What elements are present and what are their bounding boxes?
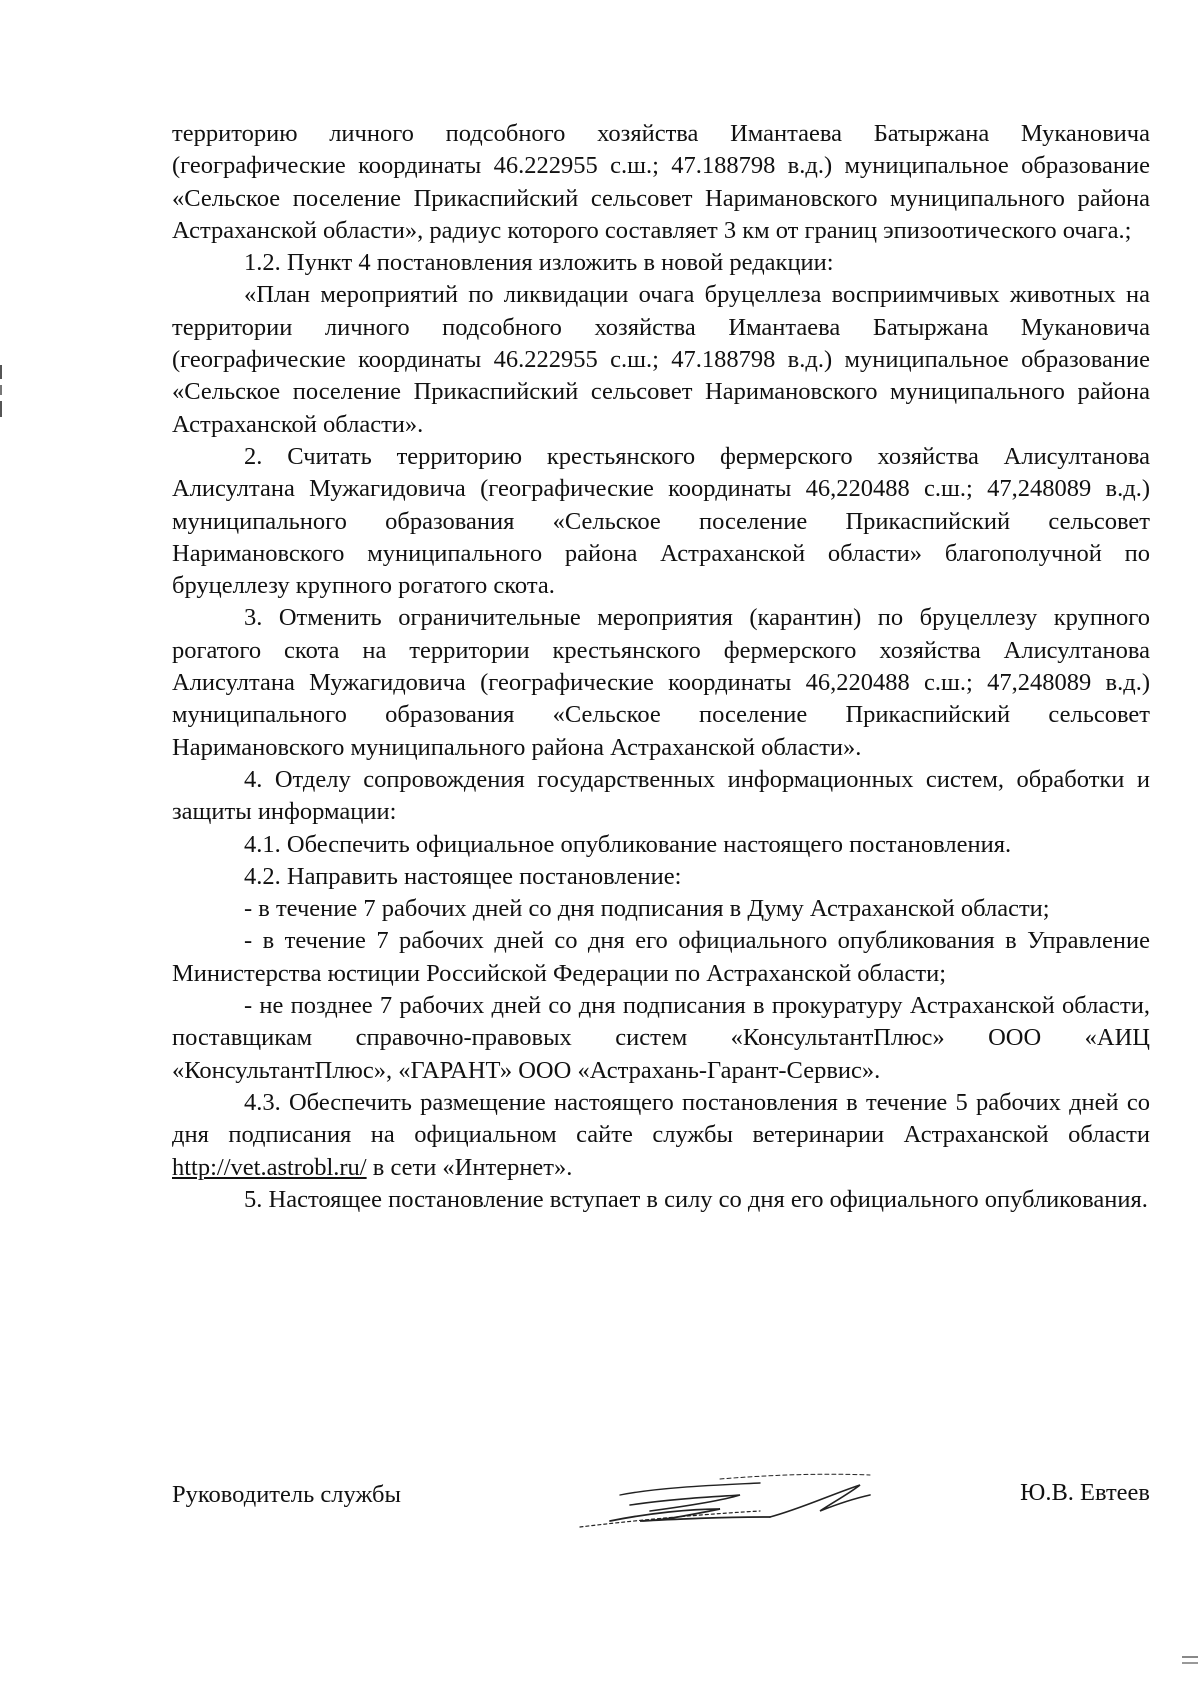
paragraph-2: 2. Считать территорию крестьянского фермерского хозяйства Алисултанова Алисултана Мужагидовича (географические координаты 46,220488 с.ш.; 47,248089 в.д.) муниципального образования «Сельское поселение Прикаспийский сельсовет Наримановского муниципального района Астраханской области» благополучной по бруцеллезу крупного рогатого скота. <box>172 442 1150 600</box>
paragraph-4-1: 4.1. Обеспечить официальное опубликование настоящего постановления. <box>244 830 1012 858</box>
website-link[interactable]: http://vet.astrobl.ru/ <box>172 1153 367 1181</box>
paragraph-plan-quote: «План мероприятий по ликвидации очага бруцеллеза восприимчивых животных на территории личного подсобного хозяйства Имантаева Батыржана Мукановича (географические координаты 46.222955 с.ш.; 47.188798 в.д.) муниципальное образование «Сельское поселение Прикаспийский сельсовет Наримановского муниципального района Астраханской области». <box>172 281 1150 438</box>
paragraph-1-2: 1.2. Пункт 4 постановления изложить в новой редакции: <box>244 249 834 277</box>
bullet-ministry-justice: - в течение 7 рабочих дней со дня его официального опубликования в Управление Министерства юстиции Российской Федерации по Астраханской области; <box>172 927 1150 987</box>
signature-block <box>172 1465 1150 1535</box>
scan-corner-mark <box>1178 1654 1200 1668</box>
paragraph-4-3-text: 4.3. Обеспечить размещение настоящего постановления в течение 5 рабочих дней со дня подписания на официальном сайте службы ветеринарии Астраханской области <box>172 1088 1150 1149</box>
document-body <box>172 118 1150 1216</box>
paragraph-4-3-tail: в сети «Интернет». <box>366 1153 573 1181</box>
signatory-name: Ю.В. Евтеев <box>1020 1479 1150 1506</box>
paragraph-territory-continuation: территорию личного подсобного хозяйства Имантаева Батыржана Мукановича (географические координаты 46.222955 с.ш.; 47.188798 в.д.) муниципальное образование «Сельское поселение Прикаспийский сельсовет Наримановского муниципального района Астраханской области», радиус которого составляет 3 км от границ эпизоотического очага.; <box>172 120 1150 244</box>
scan-edge-mark <box>0 365 3 425</box>
bullet-prosecutor: - не позднее 7 рабочих дней со дня подписания в прокуратуру Астраханской области, поставщикам справочно-правовых систем «КонсультантПлюс» ООО «АИЦ «КонсультантПлюс», «ГАРАНТ» ООО «Астрахань-Гарант-Сервис». <box>172 992 1150 1084</box>
paragraph-4-3 <box>172 1087 1150 1184</box>
paragraph-4-2: 4.2. Направить настоящее постановление: <box>244 862 682 890</box>
bullet-duma: - в течение 7 рабочих дней со дня подписания в Думу Астраханской области; <box>244 895 1050 923</box>
handwritten-signature <box>570 1465 886 1541</box>
signatory-title: Руководитель службы <box>172 1481 401 1508</box>
paragraph-3: 3. Отменить ограничительные мероприятия (карантин) по бруцеллезу крупного рогатого скота на территории крестьянского фермерского хозяйства Алисултанова Алисултана Мужагидовича (географические координаты 46,220488 с.ш.; 47,248089 в.д.) муниципального образования «Сельское поселение Прикаспийский сельсовет Наримановского муниципального района Астраханской области». <box>172 604 1150 761</box>
paragraph-5: 5. Настоящее постановление вступает в силу со дня его официального опубликования. <box>244 1185 1148 1213</box>
paragraph-4: 4. Отделу сопровождения государственных информационных систем, обработки и защиты информации: <box>172 765 1150 826</box>
